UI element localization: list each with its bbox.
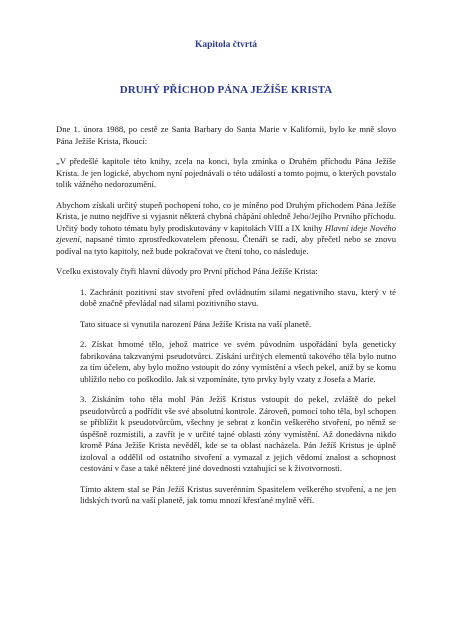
chapter-heading: Kapitola čtvrtá [194,40,257,50]
paragraph: „V předešlé kapitole této knihy, zcela na konci, byla zmínka o Druhém příchodu Pána Ježíše Krista. Je jen logické, abychom nyní pojednávali o této události a tomto pojmu, o kterých povstalo tolik vážného nedorozumění. [56,156,396,189]
paragraph-text: , napsané tímto zprostředkovatelem přenosu. Čtenáři se radí, aby přečetl nebo se znovu podíval na tyto kapitoly, než bude pokračovat ve čtení toho, co následuje. [56,234,396,256]
document-body [56,124,396,516]
paragraph: Tímto aktem stal se Pán Ježíš Kristus suverénním Spasitelem veškerého stvoření, a ne jen lidských tvorů na vaší planetě, jak tomu mnozí křesťané mylně věří. [80,483,396,505]
paragraph: Tato situace si vynutila narození Pána Ježíše Krista na vaší planetě. [80,318,312,329]
book-title: Hlavní ideje Nového zjevení [56,222,396,244]
paragraph: Dne 1. února 1988, po cestě ze Santa Barbary do Santa Marie v Kalifornii, bylo ke mně slovo Pána Ježíše Krista, řkoucí: [56,124,396,146]
paragraph [56,200,396,258]
list-item: 1. Zachránit pozitivní stav stvoření před ovládnutím silami negativního stavu, který v té době značně převládal nad silami pozitivního stavu. [80,286,396,308]
list-item: 2. Získat hmotné tělo, jehož matrice ve svém původním uspořádání byla geneticky fabrikována takzvanými pseudotvůrci. Získání určitých elementů takového těla bylo nutno za tím účelem, aby bylo možno vstoupit do zóny vymístění a všech pekel, aniž by se komu ublížilo nebo co poškodilo. Jak si vzpomínáte, tyto prvky byly vzaty z Josefa a Marie. [80,339,396,384]
paragraph-text: Abychom získali určitý stupeň pochopení toho, co je míněno pod Druhým příchodem Pána Ježíše Krista, je nutno nejdříve si vyjasnit některá chybná chápání ohledně Jeho/Jejího Prvního příchodu. Určitý body tohoto tématu byly prodiskutovány v kapitolách VIII a IX knihy [56,199,396,233]
chapter-title: DRUHÝ PŘÍCHOD PÁNA JEŽÍŠE KRISTA [119,84,333,96]
list-item: 3. Získáním toho těla mohl Pán Ježíš Kristus vstoupit do pekel, zvláště do pekel pseudotvůrců a podřídit vše své absolutní kontrole. Zároveň, pomocí toho těla, byl schopen se přiblížit k pseudotvůrcům, všechny je sebrat z končin veškerého stvoření, po němž se úspěšně rozmístili, a zavřít je v určité tajné oblasti zóny vymístění. Až donedávna nikdo kromě Pána Ježíše Krista nevěděl, kde se ta oblast nacházela. Pán Ježíš Kristus je úplně izoloval a oddělil od ostatního stvoření a vymazal z jejich vědomí znalost a schopnost cestování v čase a také některé jiné dovednosti vztahující se k životvornosti. [80,394,396,473]
paragraph: Vcelku existovaly čtyři hlavní důvody pro První příchod Pána Ježíše Krista: [56,266,318,276]
